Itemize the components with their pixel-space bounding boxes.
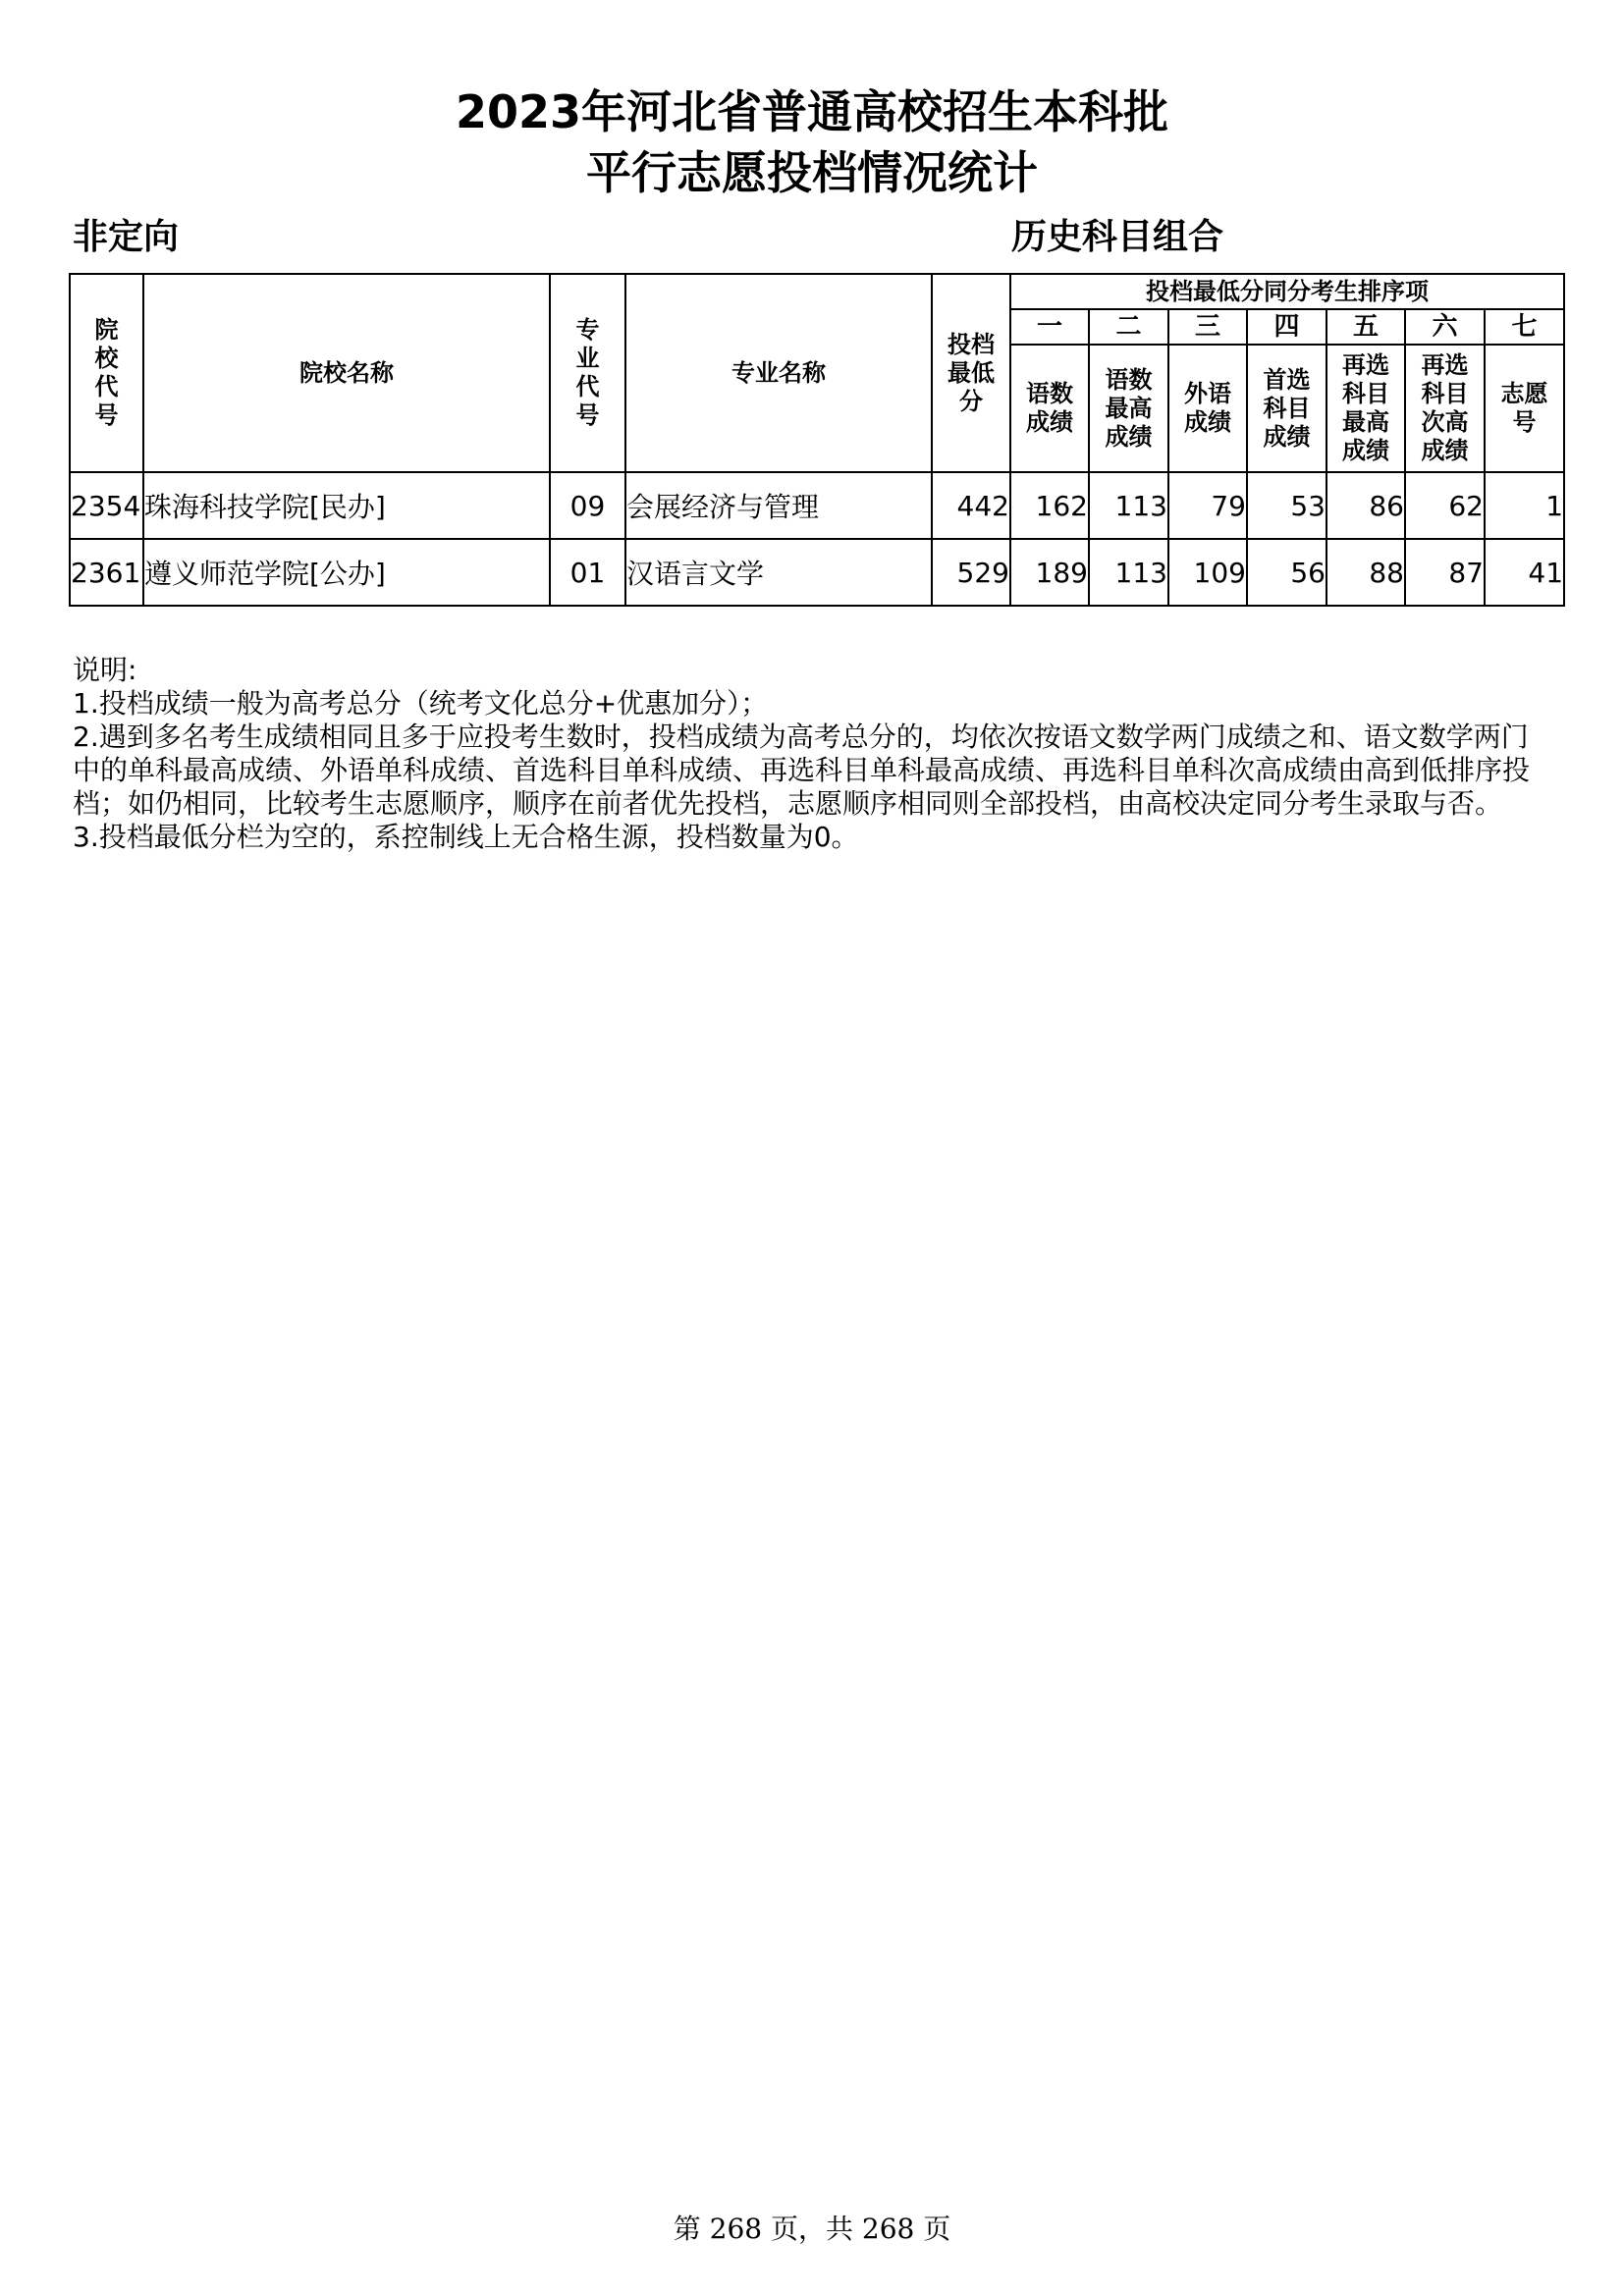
sort-value-cell: 162 bbox=[1010, 472, 1089, 539]
sort-value-cell: 86 bbox=[1326, 472, 1405, 539]
major-name-cell: 汉语言文学 bbox=[625, 539, 932, 606]
header-sort-number: 五 bbox=[1326, 309, 1405, 345]
table-row bbox=[70, 539, 1564, 606]
sort-value-cell: 113 bbox=[1089, 472, 1168, 539]
page-title: 2023年河北省普通高校招生本科批 bbox=[455, 85, 1169, 138]
sort-value-cell: 1 bbox=[1485, 472, 1564, 539]
header-sort-number: 四 bbox=[1247, 309, 1326, 345]
header-sort-number: 六 bbox=[1405, 309, 1485, 345]
note-item: 1.投档成绩一般为高考总分（统考文化总分+优惠加分）； bbox=[73, 687, 769, 720]
school-name-cell: 珠海科技学院[民办] bbox=[143, 472, 550, 539]
page-footer: 第 268 页，共 268 页 bbox=[673, 2213, 951, 2245]
note-item: 3.投档最低分栏为空的，系控制线上无合格生源，投档数量为0。 bbox=[73, 821, 859, 853]
school-code-cell: 2361 bbox=[70, 539, 143, 606]
notes-section bbox=[73, 654, 1555, 854]
header-sort-item: 首选科目成绩 bbox=[1247, 345, 1326, 472]
sort-value-cell: 41 bbox=[1485, 539, 1564, 606]
sort-value-cell: 113 bbox=[1089, 539, 1168, 606]
header-sort-number: 三 bbox=[1168, 309, 1247, 345]
header-sort-number: 一 bbox=[1010, 309, 1089, 345]
header-sort-number: 二 bbox=[1089, 309, 1168, 345]
sort-value-cell: 87 bbox=[1405, 539, 1485, 606]
sort-value-cell: 56 bbox=[1247, 539, 1326, 606]
category-label-right: 历史科目组合 bbox=[1011, 217, 1224, 257]
sort-value-cell: 53 bbox=[1247, 472, 1326, 539]
header-sort-item: 语数最高成绩 bbox=[1089, 345, 1168, 472]
min-score-cell: 442 bbox=[932, 472, 1010, 539]
major-code-cell: 09 bbox=[550, 472, 625, 539]
header-sort-item: 再选科目最高成绩 bbox=[1326, 345, 1405, 472]
note-item: 2.遇到多名考生成绩相同且多于应投考生数时，投档成绩为高考总分的，均依次按语文数学两门成绩之和、语文数学两门中的单科最高成绩、外语单科成绩、首选科目单科成绩、再选科目单科最高成绩、再选科目单科次高成绩由高到低排序投档；如仍相同，比较考生志愿顺序，顺序在前者优先投档，志愿顺序相同则全部投档，由高校决定同分考生录取与否。 bbox=[73, 721, 1531, 820]
min-score-cell: 529 bbox=[932, 539, 1010, 606]
page-subtitle: 平行志愿投档情况统计 bbox=[586, 146, 1038, 199]
sort-value-cell: 109 bbox=[1168, 539, 1247, 606]
header-sort-item: 志愿号 bbox=[1485, 345, 1564, 472]
header-school-name: 院校名称 bbox=[143, 274, 550, 472]
sort-value-cell: 62 bbox=[1405, 472, 1485, 539]
sort-value-cell: 189 bbox=[1010, 539, 1089, 606]
header-sort-item: 再选科目次高成绩 bbox=[1405, 345, 1485, 472]
table-row bbox=[70, 472, 1564, 539]
category-label-left: 非定向 bbox=[73, 217, 180, 257]
sort-value-cell: 79 bbox=[1168, 472, 1247, 539]
school-name-cell: 遵义师范学院[公办] bbox=[143, 539, 550, 606]
header-sort-item: 外语成绩 bbox=[1168, 345, 1247, 472]
admission-table bbox=[69, 273, 1565, 607]
header-sort-number: 七 bbox=[1485, 309, 1564, 345]
header-major-code: 专业代号 bbox=[550, 274, 625, 472]
major-code-cell: 01 bbox=[550, 539, 625, 606]
sort-value-cell: 88 bbox=[1326, 539, 1405, 606]
header-sort-group: 投档最低分同分考生排序项 bbox=[1010, 274, 1564, 309]
header-major-name: 专业名称 bbox=[625, 274, 932, 472]
header-sort-item: 语数成绩 bbox=[1010, 345, 1089, 472]
school-code-cell: 2354 bbox=[70, 472, 143, 539]
notes-heading: 说明: bbox=[73, 654, 137, 686]
major-name-cell: 会展经济与管理 bbox=[625, 472, 932, 539]
header-school-code: 院校代号 bbox=[70, 274, 143, 472]
header-min-score: 投档最低分 bbox=[932, 274, 1010, 472]
